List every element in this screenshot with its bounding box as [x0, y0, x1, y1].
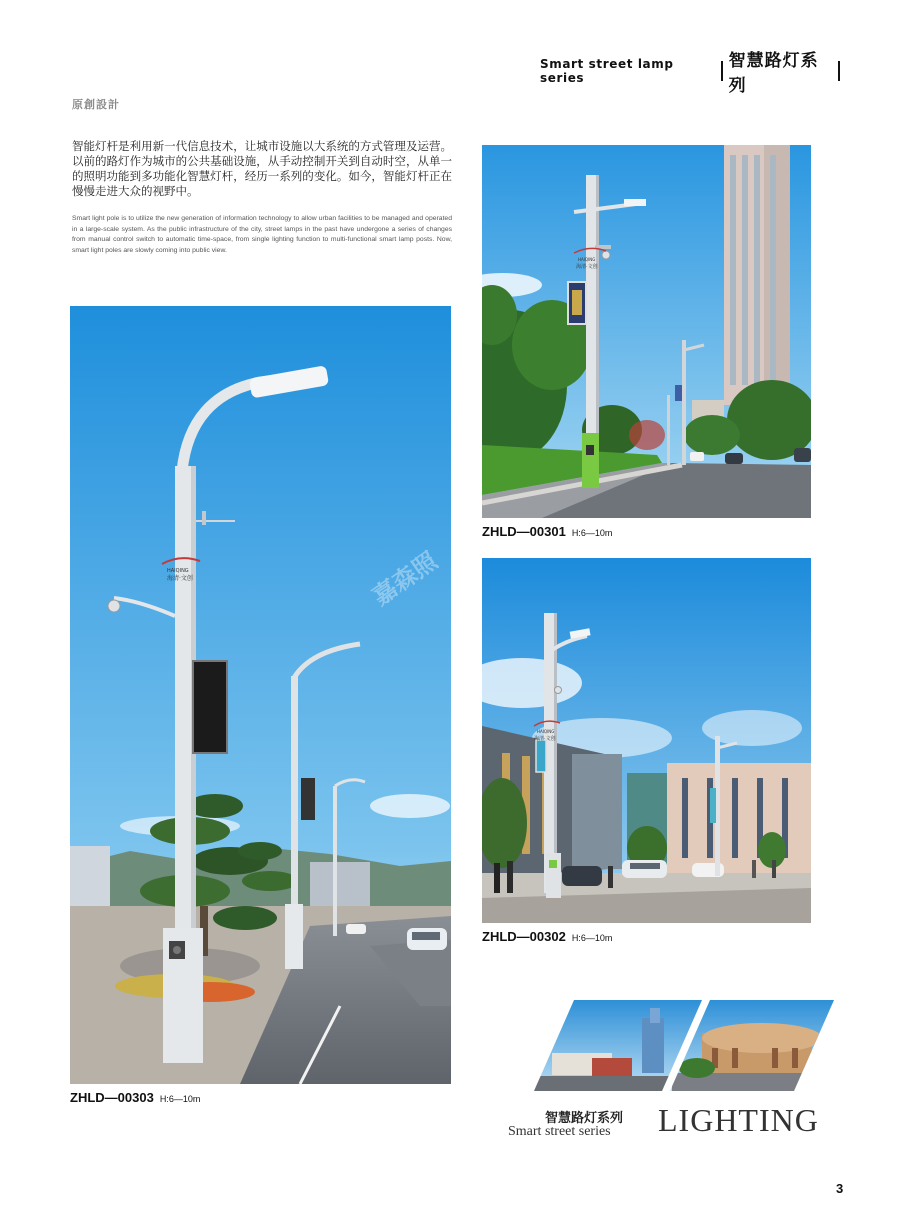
header-title-en: Smart street lamp series	[539, 57, 674, 85]
footer-lighting-title: LIGHTING	[658, 1102, 819, 1138]
product-height: H:6—10m	[571, 933, 613, 943]
product-code: ZHLD—00301	[482, 524, 566, 539]
footer-collage	[532, 998, 836, 1093]
header-title-cn: 智慧路灯系列	[728, 51, 819, 95]
product-caption-00303	[70, 1089, 200, 1107]
product-height: H:6—10m	[571, 528, 613, 538]
product-height: H:6—10m	[159, 1094, 201, 1104]
product-photo-00302	[482, 558, 811, 923]
product-photo-00301	[482, 145, 811, 518]
product-caption-00302	[482, 928, 612, 946]
page-number: 3	[836, 1181, 844, 1196]
logo-text-en: HAIQING	[537, 729, 555, 734]
logo-text-cn: 海清·文创	[534, 736, 556, 742]
logo-text-en: HAIQING	[167, 568, 189, 574]
page-header	[539, 51, 840, 95]
logo-text-cn: 海清·文创	[167, 575, 193, 582]
brand-label: 原創設計	[72, 99, 120, 111]
header-divider	[721, 61, 723, 81]
header-divider	[838, 61, 840, 81]
footer-series-cn: 智慧路灯系列	[545, 1111, 624, 1126]
product-code: ZHLD—00302	[482, 929, 566, 944]
product-code: ZHLD—00303	[70, 1090, 154, 1105]
footer-series-en: Smart street series	[508, 1124, 611, 1139]
intro-text-en: Smart light pole is to utilize the new generation of information technology to allow urban facilities to be managed and operated in a large-scale system. As the public infrastructure of the city, street lamps in the past have undergone a series of changes from manual control switch to automatic time-space, from single lighting function to multi-functional smart lamp posts. Now, smart light poles are slowly coming into public view.	[72, 215, 452, 254]
logo-text-cn: 海清·文创	[576, 264, 598, 270]
intro-text-cn: 智能灯杆是利用新一代信息技术，让城市设施以大系统的方式管理及运营。以前的路灯作为城市的公共基础设施，从手动控制开关到自动时空，从单一的照明功能到多功能化智慧灯杆，经历一系列的变化。如今，智能灯杆正在慢慢走进大众的视野中。	[72, 141, 452, 198]
logo-text-en: HAIQING	[578, 257, 596, 262]
watermark: 嘉森照	[367, 546, 443, 611]
product-caption-00301	[482, 523, 612, 541]
product-photo-00303	[70, 306, 451, 1084]
